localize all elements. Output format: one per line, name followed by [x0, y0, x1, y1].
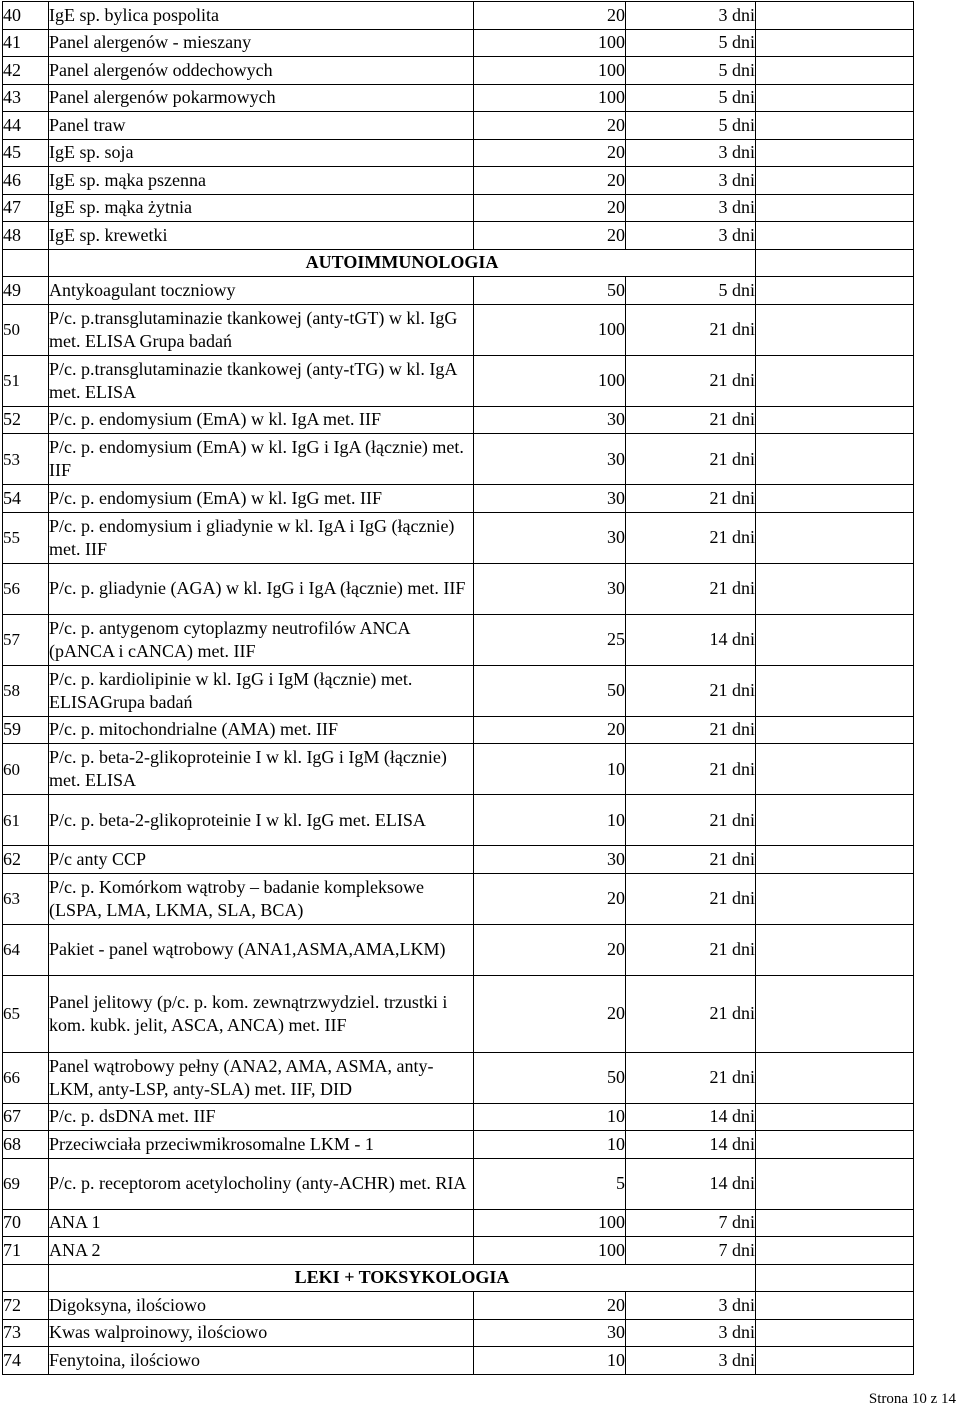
- row-number: 55: [3, 512, 49, 563]
- blank-cell: [756, 1158, 914, 1209]
- turnaround-time: 5 dni: [626, 57, 756, 85]
- test-price: 10: [474, 744, 626, 795]
- row-number: 72: [3, 1292, 49, 1320]
- test-price: 20: [474, 112, 626, 140]
- test-price: 100: [474, 84, 626, 112]
- test-name: P/c. p. antygenom cytoplazmy neutrofilów ANCA (pANCA i cANCA) met. IIF: [49, 614, 474, 665]
- turnaround-time: 21 dni: [626, 975, 756, 1052]
- blank-cell: [756, 249, 914, 277]
- table-row: [3, 434, 914, 485]
- blank-cell: [756, 1347, 914, 1375]
- test-name: IgE sp. mąka żytnia: [49, 194, 474, 222]
- test-price: 25: [474, 614, 626, 665]
- test-name: Pakiet - panel wątrobowy (ANA1,ASMA,AMA,LKM): [49, 924, 474, 975]
- test-price: 100: [474, 304, 626, 355]
- blank-cell: [756, 485, 914, 513]
- test-name: P/c. p. endomysium i gliadynie w kl. IgA i IgG (łącznie) met. IIF: [49, 512, 474, 563]
- test-name: Panel alergenów oddechowych: [49, 57, 474, 85]
- turnaround-time: 21 dni: [626, 1052, 756, 1103]
- test-price: 100: [474, 29, 626, 57]
- test-name: Kwas walproinowy, ilościowo: [49, 1319, 474, 1347]
- test-price: 20: [474, 167, 626, 195]
- blank-cell: [756, 167, 914, 195]
- test-name: P/c. p.transglutaminazie tkankowej (anty-tGT) w kl. IgG met. ELISA Grupa badań: [49, 304, 474, 355]
- blank-cell: [756, 1319, 914, 1347]
- blank-cell: [756, 29, 914, 57]
- section-number-cell: [3, 249, 49, 277]
- table-row: [3, 512, 914, 563]
- blank-cell: [756, 434, 914, 485]
- test-price: 30: [474, 406, 626, 434]
- row-number: 48: [3, 222, 49, 250]
- test-name: Panel alergenów pokarmowych: [49, 84, 474, 112]
- row-number: 42: [3, 57, 49, 85]
- row-number: 46: [3, 167, 49, 195]
- row-number: 40: [3, 2, 49, 30]
- turnaround-time: 21 dni: [626, 512, 756, 563]
- turnaround-time: 3 dni: [626, 1319, 756, 1347]
- table-row: [3, 744, 914, 795]
- row-number: 54: [3, 485, 49, 513]
- table-row: [3, 194, 914, 222]
- test-price: 30: [474, 846, 626, 874]
- test-name: IgE sp. bylica pospolita: [49, 2, 474, 30]
- test-price: 10: [474, 795, 626, 846]
- table-row: [3, 1292, 914, 1320]
- table-row: [3, 1237, 914, 1265]
- blank-cell: [756, 614, 914, 665]
- test-price: 20: [474, 1292, 626, 1320]
- test-name: ANA 1: [49, 1209, 474, 1237]
- table-row: [3, 873, 914, 924]
- row-number: 47: [3, 194, 49, 222]
- test-price: 50: [474, 277, 626, 305]
- test-name: Digoksyna, ilościowo: [49, 1292, 474, 1320]
- blank-cell: [756, 563, 914, 614]
- test-name: P/c anty CCP: [49, 846, 474, 874]
- test-price: 20: [474, 716, 626, 744]
- blank-cell: [756, 1292, 914, 1320]
- turnaround-time: 14 dni: [626, 1131, 756, 1159]
- table-row: [3, 563, 914, 614]
- section-header-row: [3, 1264, 914, 1292]
- row-number: 67: [3, 1103, 49, 1131]
- test-name: Panel alergenów - mieszany: [49, 29, 474, 57]
- blank-cell: [756, 57, 914, 85]
- test-name: P/c. p. endomysium (EmA) w kl. IgG i IgA (łącznie) met. IIF: [49, 434, 474, 485]
- blank-cell: [756, 665, 914, 716]
- row-number: 63: [3, 873, 49, 924]
- test-name: P/c. p. kardiolipinie w kl. IgG i IgM (łącznie) met. ELISAGrupa badań: [49, 665, 474, 716]
- blank-cell: [756, 2, 914, 30]
- blank-cell: [756, 716, 914, 744]
- table-row: [3, 665, 914, 716]
- turnaround-time: 7 dni: [626, 1237, 756, 1265]
- row-number: 59: [3, 716, 49, 744]
- row-number: 50: [3, 304, 49, 355]
- turnaround-time: 21 dni: [626, 795, 756, 846]
- blank-cell: [756, 1131, 914, 1159]
- test-price: 30: [474, 434, 626, 485]
- section-number-cell: [3, 1264, 49, 1292]
- test-price: 30: [474, 485, 626, 513]
- turnaround-time: 21 dni: [626, 846, 756, 874]
- turnaround-time: 21 dni: [626, 304, 756, 355]
- turnaround-time: 5 dni: [626, 29, 756, 57]
- turnaround-time: 3 dni: [626, 222, 756, 250]
- blank-cell: [756, 795, 914, 846]
- row-number: 62: [3, 846, 49, 874]
- test-name: Panel wątrobowy pełny (ANA2, AMA, ASMA, anty-LKM, anty-LSP, anty-SLA) met. IIF, DID: [49, 1052, 474, 1103]
- row-number: 61: [3, 795, 49, 846]
- test-name: Fenytoina, ilościowo: [49, 1347, 474, 1375]
- blank-cell: [756, 744, 914, 795]
- row-number: 44: [3, 112, 49, 140]
- test-price: 50: [474, 1052, 626, 1103]
- blank-cell: [756, 222, 914, 250]
- table-row: [3, 277, 914, 305]
- row-number: 45: [3, 139, 49, 167]
- test-name: Panel traw: [49, 112, 474, 140]
- table-row: [3, 112, 914, 140]
- table-row: [3, 167, 914, 195]
- turnaround-time: 3 dni: [626, 139, 756, 167]
- row-number: 69: [3, 1158, 49, 1209]
- blank-cell: [756, 846, 914, 874]
- turnaround-time: 5 dni: [626, 277, 756, 305]
- row-number: 49: [3, 277, 49, 305]
- table-row: [3, 57, 914, 85]
- test-price: 30: [474, 563, 626, 614]
- test-price: 50: [474, 665, 626, 716]
- table-row: [3, 846, 914, 874]
- turnaround-time: 21 dni: [626, 563, 756, 614]
- row-number: 74: [3, 1347, 49, 1375]
- table-row: [3, 1158, 914, 1209]
- table-row: [3, 406, 914, 434]
- turnaround-time: 21 dni: [626, 355, 756, 406]
- test-price: 20: [474, 222, 626, 250]
- price-list-body: [3, 2, 914, 1375]
- table-row: [3, 614, 914, 665]
- table-row: [3, 1103, 914, 1131]
- blank-cell: [756, 112, 914, 140]
- table-row: [3, 1052, 914, 1103]
- test-name: IgE sp. soja: [49, 139, 474, 167]
- row-number: 57: [3, 614, 49, 665]
- turnaround-time: 21 dni: [626, 744, 756, 795]
- table-row: [3, 1209, 914, 1237]
- table-row: [3, 924, 914, 975]
- blank-cell: [756, 194, 914, 222]
- turnaround-time: 14 dni: [626, 614, 756, 665]
- blank-cell: [756, 512, 914, 563]
- test-name: ANA 2: [49, 1237, 474, 1265]
- row-number: 58: [3, 665, 49, 716]
- turnaround-time: 21 dni: [626, 924, 756, 975]
- blank-cell: [756, 84, 914, 112]
- blank-cell: [756, 304, 914, 355]
- blank-cell: [756, 1103, 914, 1131]
- turnaround-time: 21 dni: [626, 485, 756, 513]
- table-row: [3, 84, 914, 112]
- blank-cell: [756, 873, 914, 924]
- test-name: P/c. p. endomysium (EmA) w kl. IgG met. IIF: [49, 485, 474, 513]
- row-number: 52: [3, 406, 49, 434]
- row-number: 70: [3, 1209, 49, 1237]
- blank-cell: [756, 139, 914, 167]
- blank-cell: [756, 1264, 914, 1292]
- blank-cell: [756, 924, 914, 975]
- row-number: 41: [3, 29, 49, 57]
- test-price: 30: [474, 1319, 626, 1347]
- table-row: [3, 222, 914, 250]
- section-header-row: [3, 249, 914, 277]
- test-name: P/c. p.transglutaminazie tkankowej (anty-tTG) w kl. IgA met. ELISA: [49, 355, 474, 406]
- row-number: 43: [3, 84, 49, 112]
- turnaround-time: 14 dni: [626, 1103, 756, 1131]
- test-price: 20: [474, 139, 626, 167]
- test-price: 10: [474, 1103, 626, 1131]
- test-name: P/c. p. gliadynie (AGA) w kl. IgG i IgA (łącznie) met. IIF: [49, 563, 474, 614]
- turnaround-time: 21 dni: [626, 406, 756, 434]
- test-name: P/c. p. beta-2-glikoproteinie I w kl. IgG met. ELISA: [49, 795, 474, 846]
- turnaround-time: 5 dni: [626, 112, 756, 140]
- row-number: 66: [3, 1052, 49, 1103]
- table-row: [3, 1131, 914, 1159]
- table-row: [3, 355, 914, 406]
- test-name: Panel jelitowy (p/c. p. kom. zewnątrzwydziel. trzustki i kom. kubk. jelit, ASCA, ANCA) met. IIF: [49, 975, 474, 1052]
- turnaround-time: 14 dni: [626, 1158, 756, 1209]
- test-name: P/c. p. mitochondrialne (AMA) met. IIF: [49, 716, 474, 744]
- turnaround-time: 3 dni: [626, 194, 756, 222]
- blank-cell: [756, 406, 914, 434]
- test-name: P/c. p. receptorom acetylocholiny (anty-ACHR) met. RIA: [49, 1158, 474, 1209]
- blank-cell: [756, 975, 914, 1052]
- test-name: Antykoagulant toczniowy: [49, 277, 474, 305]
- row-number: 56: [3, 563, 49, 614]
- row-number: 60: [3, 744, 49, 795]
- table-row: [3, 304, 914, 355]
- row-number: 68: [3, 1131, 49, 1159]
- table-row: [3, 1319, 914, 1347]
- row-number: 65: [3, 975, 49, 1052]
- blank-cell: [756, 1237, 914, 1265]
- test-price: 20: [474, 975, 626, 1052]
- turnaround-time: 21 dni: [626, 873, 756, 924]
- blank-cell: [756, 1052, 914, 1103]
- test-name: Przeciwciała przeciwmikrosomalne LKM - 1: [49, 1131, 474, 1159]
- row-number: 64: [3, 924, 49, 975]
- row-number: 53: [3, 434, 49, 485]
- turnaround-time: 21 dni: [626, 434, 756, 485]
- blank-cell: [756, 277, 914, 305]
- test-name: P/c. p. beta-2-glikoproteinie I w kl. IgG i IgM (łącznie) met. ELISA: [49, 744, 474, 795]
- table-row: [3, 1347, 914, 1375]
- test-name: P/c. p. dsDNA met. IIF: [49, 1103, 474, 1131]
- turnaround-time: 21 dni: [626, 716, 756, 744]
- test-price: 20: [474, 924, 626, 975]
- table-row: [3, 485, 914, 513]
- test-price: 5: [474, 1158, 626, 1209]
- turnaround-time: 3 dni: [626, 167, 756, 195]
- turnaround-time: 5 dni: [626, 84, 756, 112]
- blank-cell: [756, 355, 914, 406]
- row-number: 73: [3, 1319, 49, 1347]
- section-title: AUTOIMMUNOLOGIA: [49, 249, 756, 277]
- test-price: 100: [474, 1237, 626, 1265]
- table-row: [3, 716, 914, 744]
- row-number: 51: [3, 355, 49, 406]
- test-price: 100: [474, 1209, 626, 1237]
- turnaround-time: 3 dni: [626, 1347, 756, 1375]
- test-price: 100: [474, 355, 626, 406]
- table-row: [3, 139, 914, 167]
- table-row: [3, 29, 914, 57]
- section-title: LEKI + TOKSYKOLOGIA: [49, 1264, 756, 1292]
- row-number: 71: [3, 1237, 49, 1265]
- turnaround-time: 7 dni: [626, 1209, 756, 1237]
- table-row: [3, 2, 914, 30]
- test-price: 10: [474, 1347, 626, 1375]
- blank-cell: [756, 1209, 914, 1237]
- test-name: IgE sp. mąka pszenna: [49, 167, 474, 195]
- table-row: [3, 795, 914, 846]
- test-price: 20: [474, 194, 626, 222]
- turnaround-time: 3 dni: [626, 2, 756, 30]
- test-price: 30: [474, 512, 626, 563]
- test-price: 20: [474, 873, 626, 924]
- test-price: 100: [474, 57, 626, 85]
- test-name: P/c. p. Komórkom wątroby – badanie kompleksowe (LSPA, LMA, LKMA, SLA, BCA): [49, 873, 474, 924]
- turnaround-time: 21 dni: [626, 665, 756, 716]
- price-list-table: [2, 1, 914, 1375]
- turnaround-time: 3 dni: [626, 1292, 756, 1320]
- test-price: 20: [474, 2, 626, 30]
- test-name: IgE sp. krewetki: [49, 222, 474, 250]
- test-price: 10: [474, 1131, 626, 1159]
- test-name: P/c. p. endomysium (EmA) w kl. IgA met. IIF: [49, 406, 474, 434]
- page-number: Strona 10 z 14: [868, 1391, 956, 1407]
- table-row: [3, 975, 914, 1052]
